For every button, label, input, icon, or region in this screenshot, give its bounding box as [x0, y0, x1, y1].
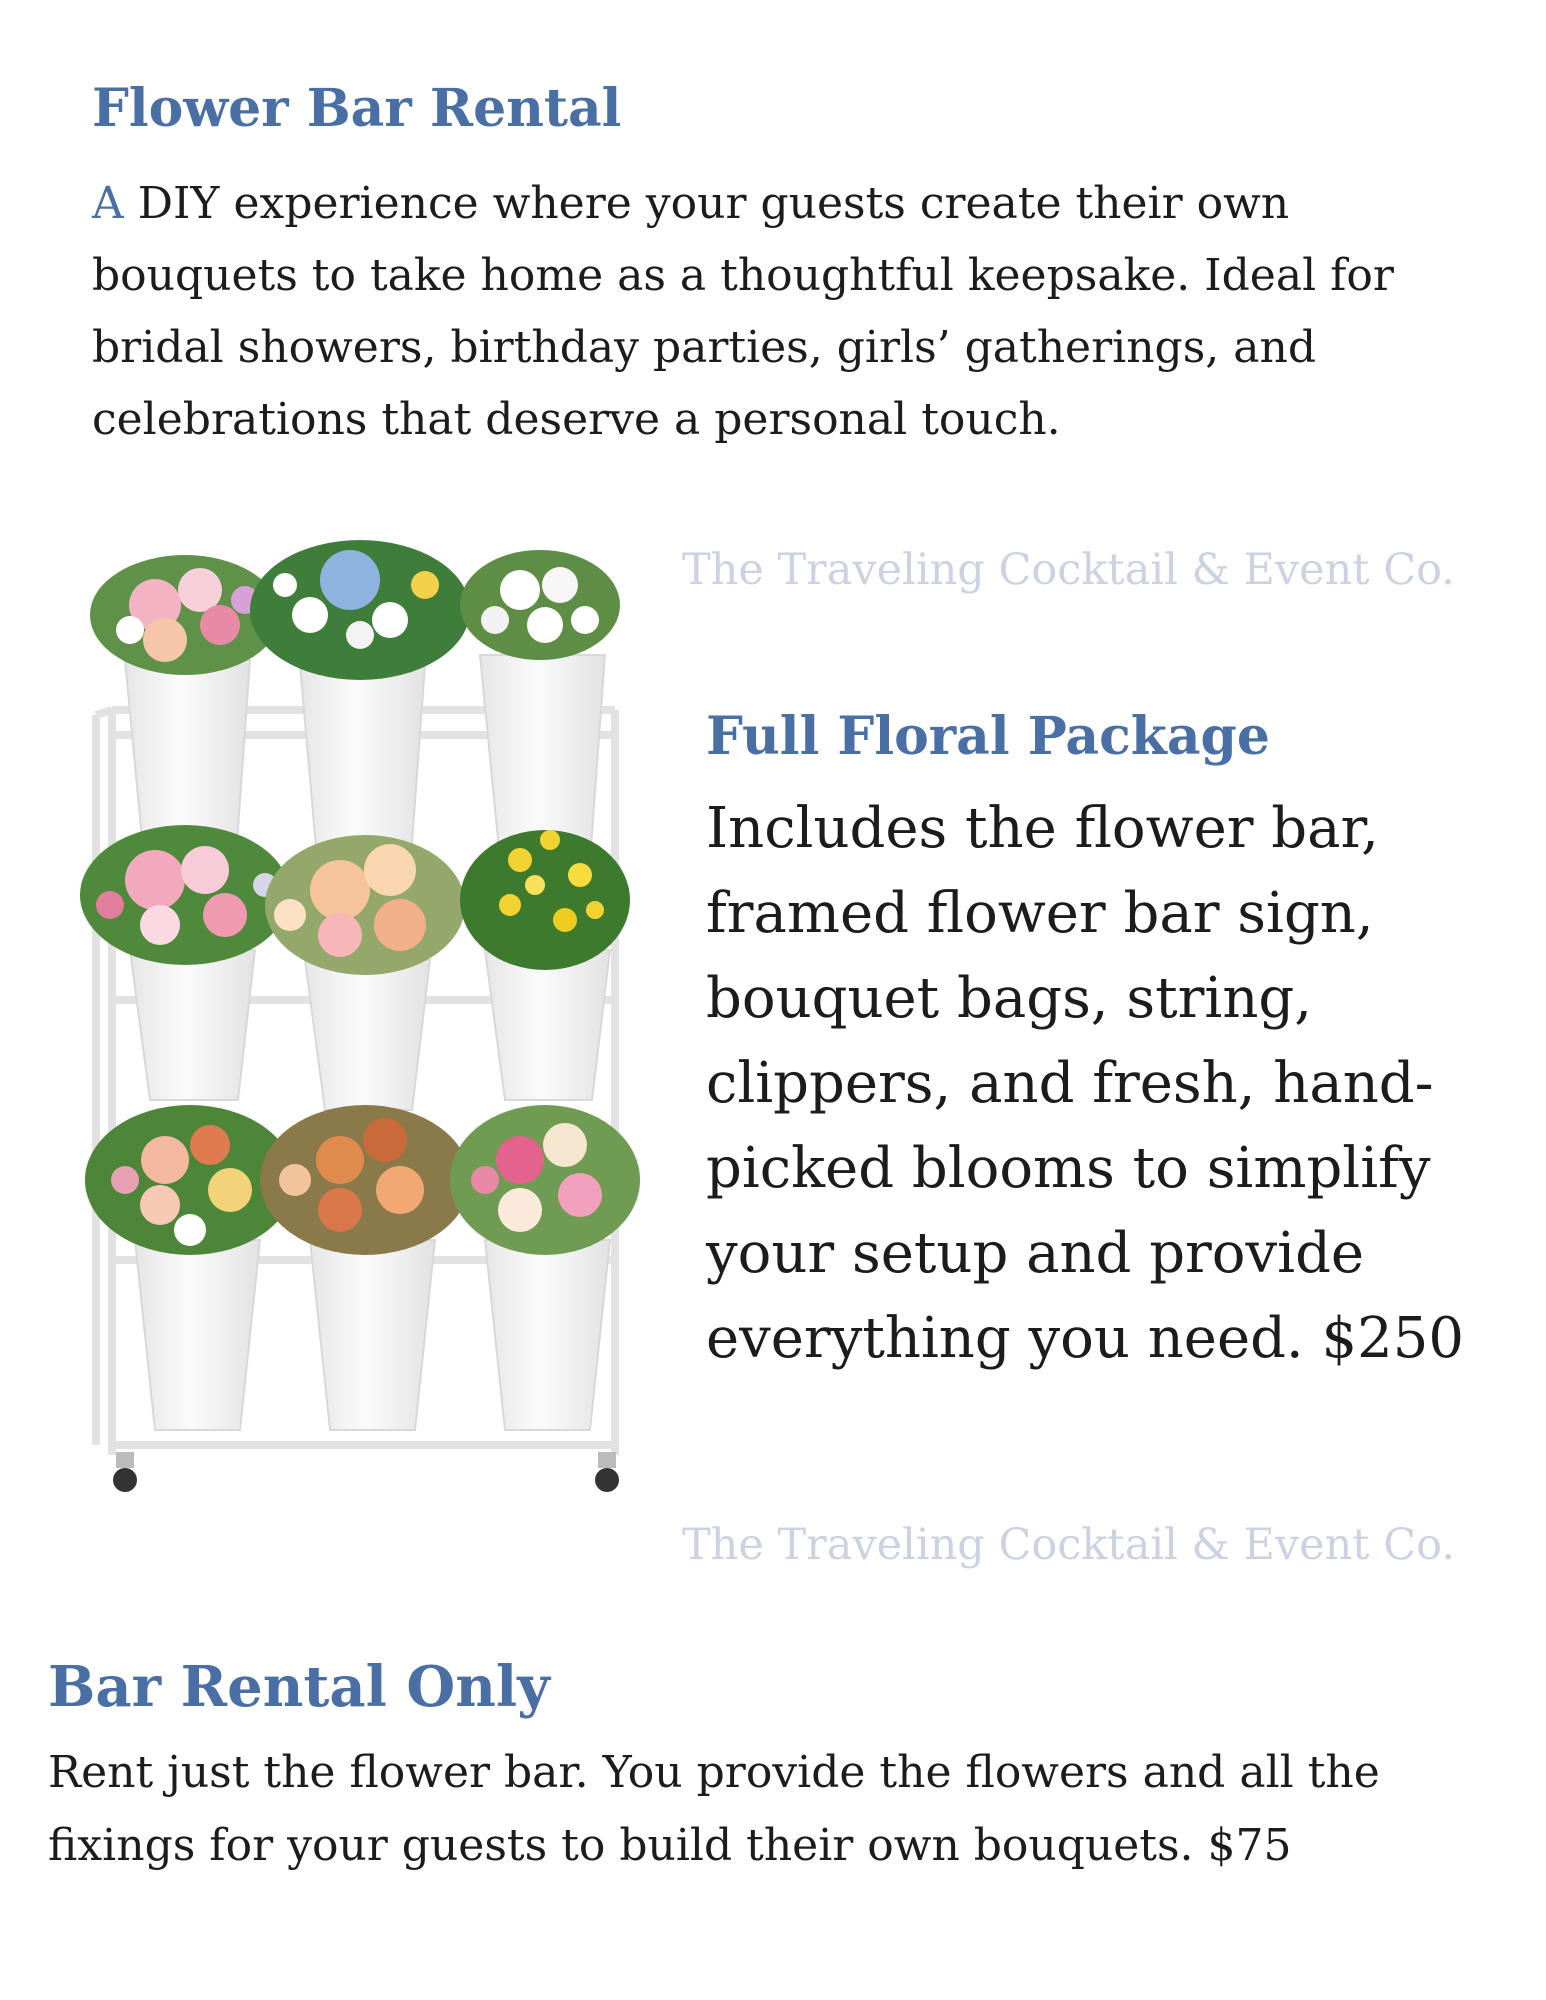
bar-only-description: Rent just the flower bar. You provide the flowers and all the fixings for your guests to build their own bouquets. $75 — [48, 1747, 1380, 1871]
bouquet-peach — [265, 835, 465, 975]
bar-only-title: Bar Rental Only — [48, 1654, 550, 1720]
bouquet-terracotta — [260, 1105, 470, 1255]
full-package-title: Full Floral Package — [706, 706, 1270, 767]
bouquet-pink-hydrangea — [80, 825, 290, 965]
intro-drop-letter: A — [92, 178, 124, 229]
intro-paragraph — [92, 168, 1472, 456]
bucket-row-3 — [135, 1240, 610, 1430]
flower-cart-image — [40, 540, 670, 1500]
page-title: Flower Bar Rental — [92, 78, 622, 139]
intro-text: DIY experience where your guests create their own bouquets to take home as a thoughtful keepsake. Ideal for bridal showers, birthday parties, girls’ gatherings, and celebrations that deserve a personal touch. — [92, 178, 1394, 445]
watermark-bottom: The Traveling Cocktail & Event Co. — [682, 1520, 1455, 1570]
bouquet-white — [460, 550, 620, 660]
watermark-top: The Traveling Cocktail & Event Co. — [682, 545, 1455, 595]
cart-wheels — [113, 1452, 619, 1492]
full-package-description: Includes the flower bar, framed flower bar sign, bouquet bags, string, clippers, and fresh, hand-picked blooms to simplify your setup and provide everything you need. $250 — [706, 796, 1465, 1371]
bouquet-blue-white — [250, 540, 470, 680]
bouquet-magenta-cream — [450, 1105, 640, 1255]
bouquet-yellow — [460, 830, 630, 970]
